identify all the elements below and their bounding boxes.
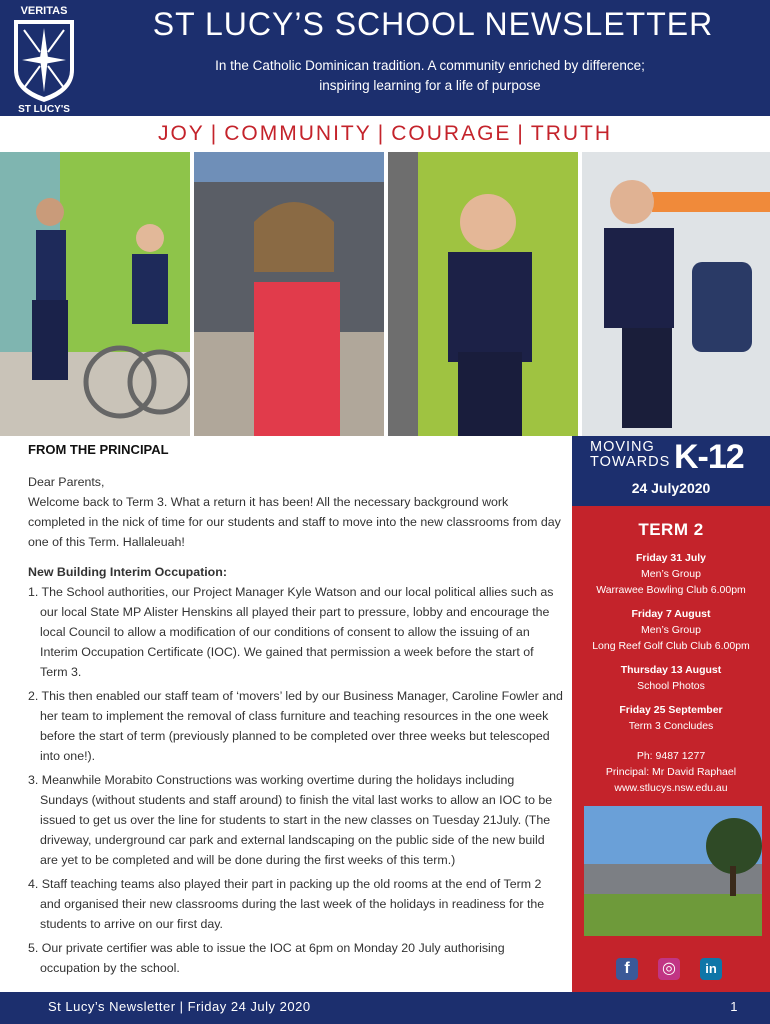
event-detail: Long Reef Golf Club Club 6.00pm [592,640,750,652]
school-values: JOY | COMMUNITY | COURAGE | TRUTH [157,122,613,145]
event-date: Friday 25 September [619,704,723,716]
event-date: Thursday 13 August [620,664,722,676]
principal-heading: FROM THE PRINCIPAL [28,442,169,457]
value-joy: JOY [157,122,205,145]
photo-student-with-backpack [582,152,770,436]
principal-name: Principal: Mr David Raphael [605,766,737,778]
instagram-icon[interactable] [658,958,680,980]
event-date: Friday 31 July [635,552,707,564]
linkedin-glyph: in [705,961,717,976]
crest-motto: VERITAS [20,5,68,17]
event-date: Friday 7 August [631,608,711,620]
newsletter-title: ST LUCY’S SCHOOL NEWSLETTER [152,6,714,42]
masthead [0,0,770,116]
event-item [572,702,770,734]
facebook-glyph: f [624,960,630,977]
event-detail: Warrawee Bowling Club 6.00pm [596,584,746,596]
event-detail: Men’s Group [641,624,701,636]
list-item: 5. Our private certifier was able to issue the IOC at 6pm on Monday 20 July authorising occupation by the school. [28,941,505,975]
list-item: 3. Meanwhile Morabito Constructions was working overtime during the holidays including Sundays (without students and staff around) to finish the vital last works to allow an IOC to be issued to get us over the line for students to start in the new classes on Tuesday 21July. (The driveway, underground car park and external landscaping on the public side of the new build are yet to be completed and will be done during the first weeks of this term.) [28,773,553,867]
k12-date: 24 July2020 [631,480,711,496]
crest-name: ST LUCY'S [18,104,70,115]
k12-banner [572,436,770,506]
event-detail: Men’s Group [641,568,701,580]
events-list [572,550,770,742]
event-item [572,662,770,694]
list-item: 1. The School authorities, our Project Manager Kyle Watson and our local political allies such as our local State MP Alister Henskins all played their part to pressure, lobby and encourage the local Council to allow a modification of our conditions of consent to allow the issuing of an Interim Occupation Certificate (IOC). We gained that permission a week before the start of Term 3. [28,585,554,679]
school-crest-logo [0,0,88,116]
facebook-icon[interactable] [616,958,638,980]
moving-towards-label [590,440,670,470]
towards-text: TOWARDS [590,454,671,470]
value-truth: TRUTH [530,122,613,145]
student-photo-strip [0,152,770,436]
event-detail: School Photos [637,680,705,692]
photo-students-thumbs-up [0,152,190,436]
photo-student-in-uniform [388,152,578,436]
photo-student-red-jacket [194,152,384,436]
contact-info [572,748,770,796]
school-tagline [110,56,750,96]
footer-text: St Lucy’s Newsletter | Friday 24 July 2020 [48,999,311,1014]
moving-text: MOVING [590,439,655,455]
update-list [28,582,563,978]
k12-label: K-12 [674,438,744,476]
page-footer [0,992,770,1024]
phone-number: Ph: 9487 1277 [636,750,706,762]
event-detail: Term 3 Concludes [628,720,714,732]
school-building-photo [584,806,762,936]
website-link[interactable]: www.stlucys.nsw.edu.au [614,782,728,794]
intro-paragraph: Welcome back to Term 3. What a return it has been! All the necessary background work completed in the nick of time for our students and staff to move into the new classrooms from day one of this Term. Hallaleuah! [28,495,561,549]
instagram-glyph: ◎ [662,960,676,977]
list-item: 4. Staff teaching teams also played their part in packing up the old rooms at the end of Term 2 and organised their new classrooms during the last week of the holidays in readiness for the students to arrive on our first day. [28,877,545,931]
section-subheading: New Building Interim Occupation: [28,565,227,579]
list-item: 2. This then enabled our staff team of ‘movers’ led by our Business Manager, Caroline Fowler and her team to implement the removal of class furniture and teaching resources in the one week before the start of term (previously planned to be completed over three weeks but telescoped into one!). [28,689,563,763]
social-links [612,958,730,984]
tagline-line-1: In the Catholic Dominican tradition. A community enriched by difference; [215,58,645,73]
principal-message [28,440,563,982]
value-courage: COURAGE [391,122,512,145]
event-item [572,550,770,598]
term-title: TERM 2 [638,520,704,539]
event-item [572,606,770,654]
events-sidebar [572,436,770,992]
greeting: Dear Parents, [28,475,105,489]
value-community: COMMUNITY [224,122,372,145]
tagline-line-2: inspiring learning for a life of purpose [319,78,541,93]
page-number: 1 [730,999,738,1014]
linkedin-icon[interactable] [700,958,722,980]
